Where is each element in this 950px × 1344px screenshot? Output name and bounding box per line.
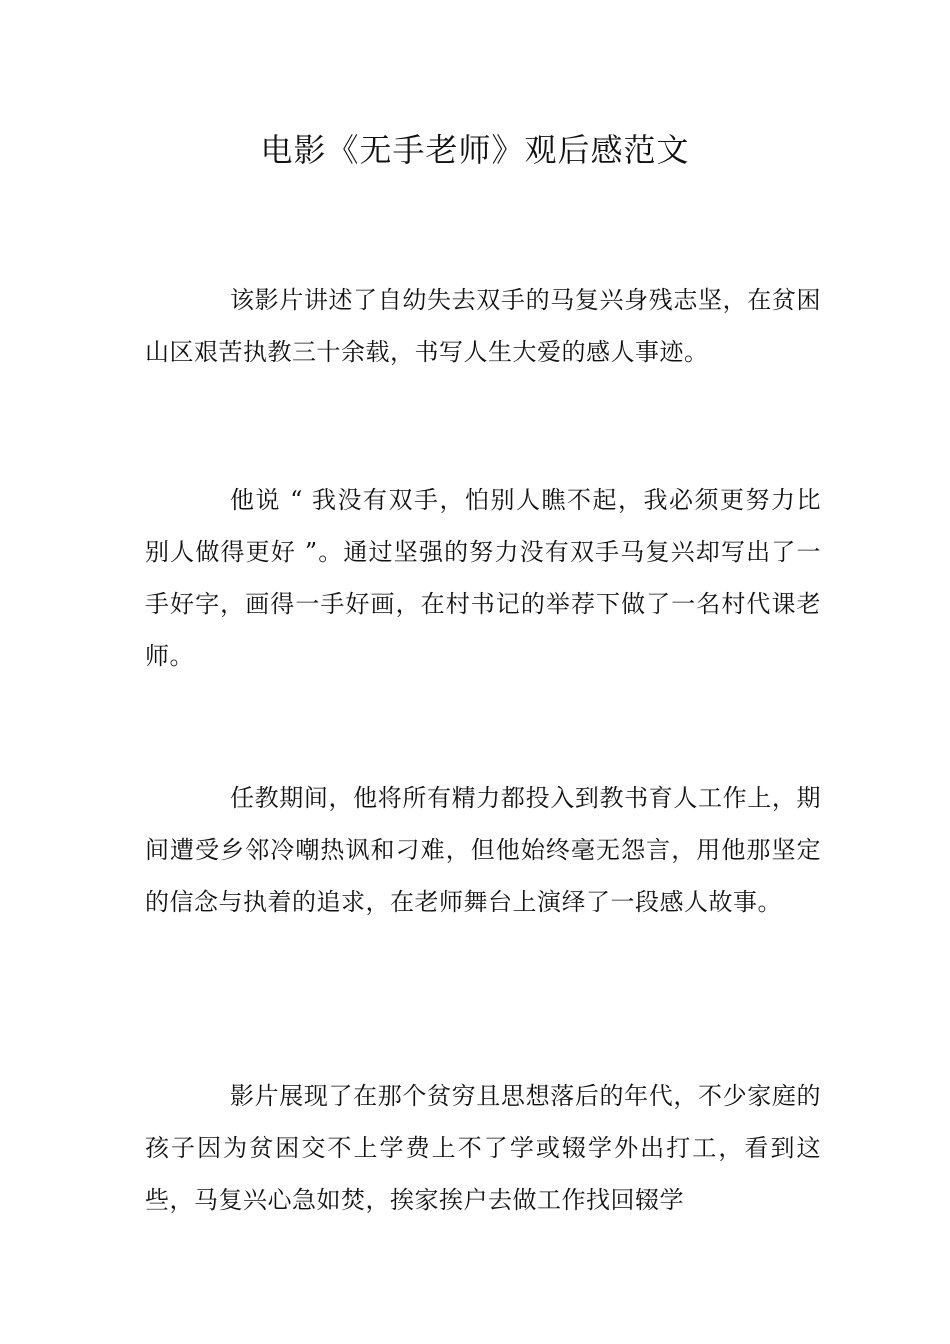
paragraph-3: 任教期间，他将所有精力都投入到教书育人工作上，期间遭受乡邻冷嘲热讽和刁难，但他始终毫无怨言，用他那坚定的信念与执着的追求，在老师舞台上演绎了一段感人故事。 [145,784,821,916]
paragraph-4: 影片展现了在那个贫穷且思想落后的年代，不少家庭的孩子因为贫困交不上学费上不了学或辍学外出打工，看到这些，马复兴心急如焚，挨家挨户去做工作找回辍学 [145,1082,821,1214]
paragraph-2: 他说 “ 我没有双手，怕别人瞧不起，我必须更努力比别人做得更好 ”。通过坚强的努力没有双手马复兴却写出了一手好字，画得一手好画，在村书记的举荐下做了一名村代课老师。 [145,486,821,670]
paragraph-1: 该影片讲述了自幼失去双手的马复兴身残志坚，在贫困山区艰苦执教三十余载，书写人生大爱的感人事迹。 [145,286,821,366]
document-title: 电影《无手老师》观后感范文 [260,131,690,169]
